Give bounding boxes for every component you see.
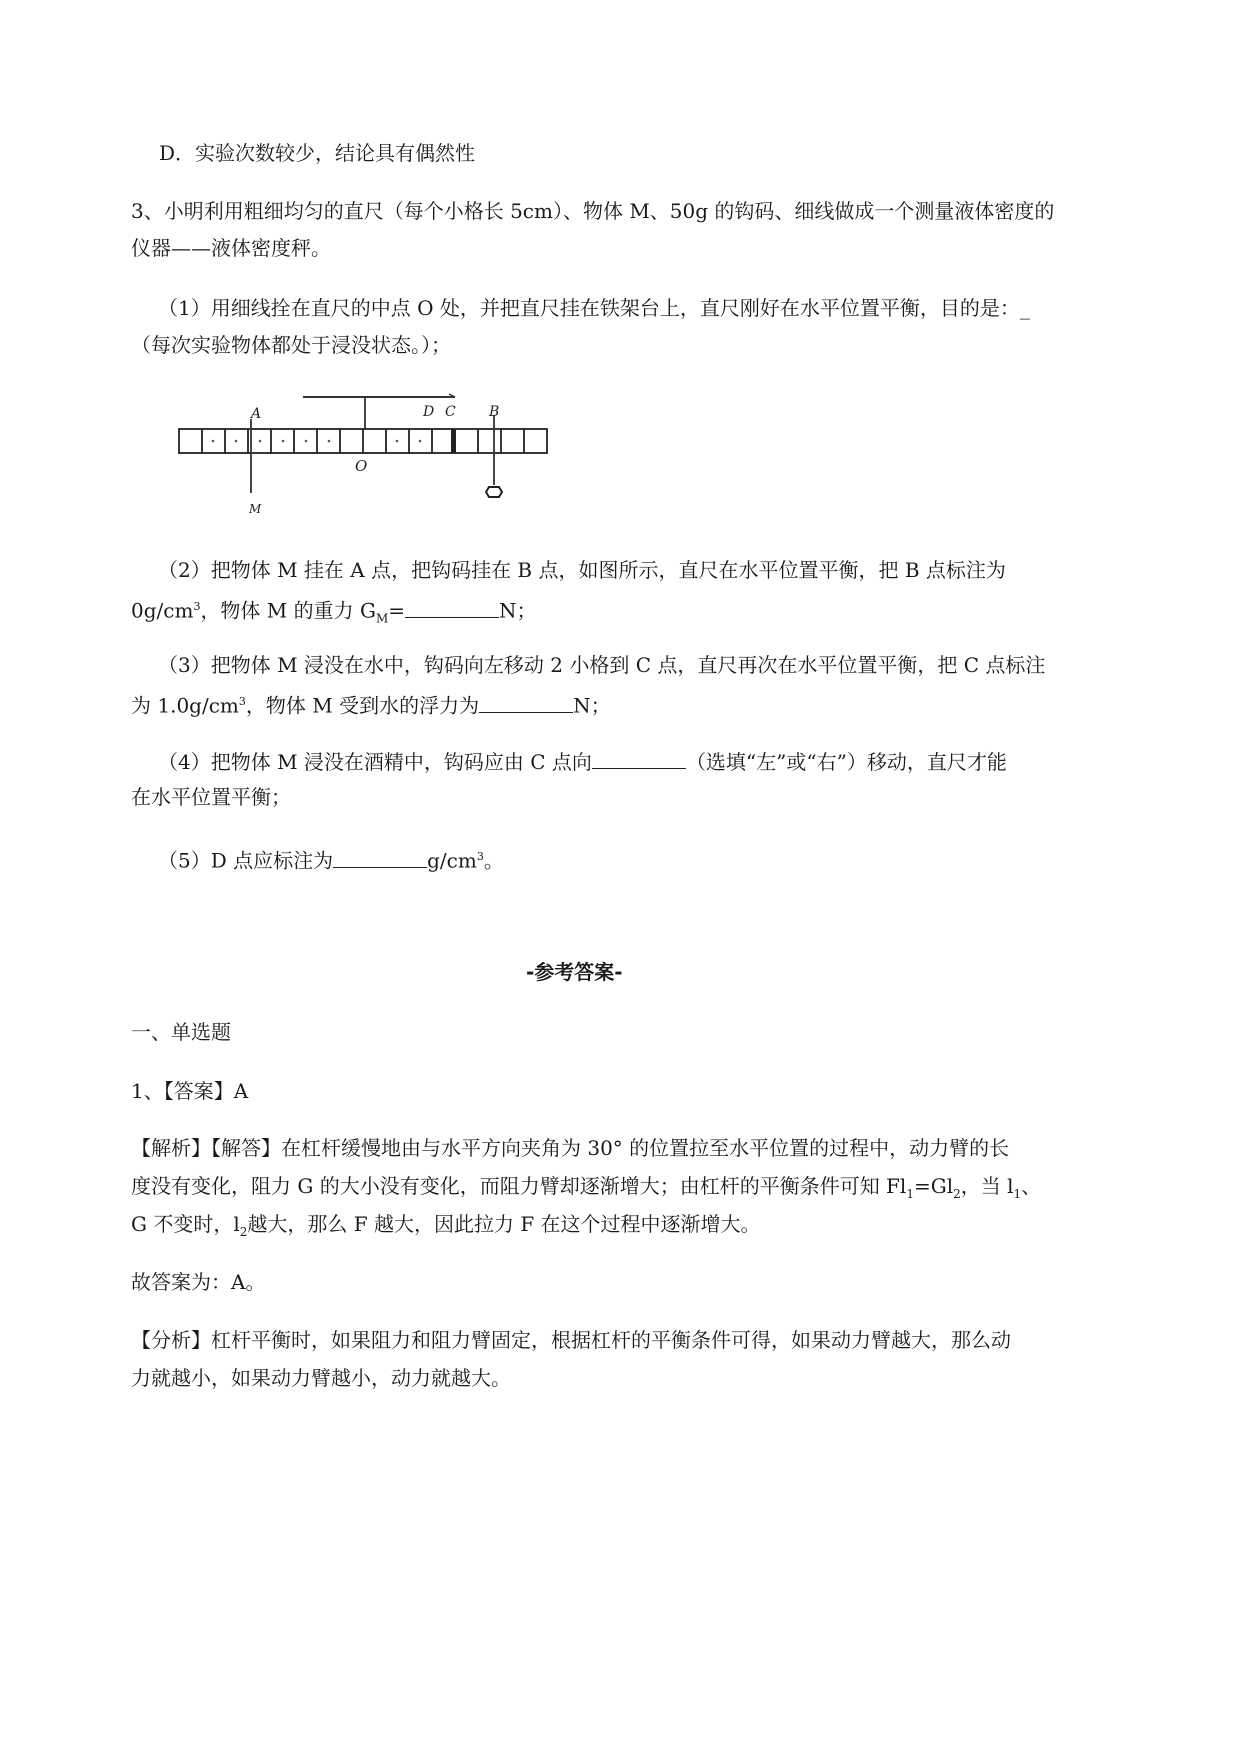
analysis-line3 xyxy=(131,1212,761,1244)
part-2-line1: （2）把物体 M 挂在 A 点，把钩码挂在 B 点，如图所示，直尺在水平位置平衡，把 B 点标注为 xyxy=(158,558,1006,582)
answer-blank-gravity[interactable] xyxy=(405,597,499,618)
section-heading-single-choice: 一、单选题 xyxy=(131,1020,231,1044)
part-4-hint: （选填“左”或“右”）移动，直尺才能 xyxy=(685,750,1007,774)
unit-newton: N； xyxy=(499,598,537,623)
question-3-stem-line1: 3、小明利用粗细均匀的直尺（每个小格长 5cm）、物体 M、50g 的钩码、细线做成一个测量液体密度的 xyxy=(131,199,1055,223)
reasoning-line2: 力就越小，如果动力臂越小，动力就越大。 xyxy=(131,1366,511,1390)
answer-blank-density-d[interactable] xyxy=(333,847,427,868)
analysis-text: G 不变时，l xyxy=(131,1212,240,1236)
unit-newton: N； xyxy=(573,693,611,718)
analysis-text: 、 xyxy=(1021,1174,1042,1198)
label-B: B xyxy=(489,404,500,420)
part-3-line2 xyxy=(131,690,611,718)
unit-g-per-cm: g/cm xyxy=(427,848,477,873)
subscript: 2 xyxy=(239,1225,248,1239)
part-5-text: （5）D 点应标注为 xyxy=(158,848,334,873)
analysis-text: =Gl xyxy=(913,1174,954,1198)
answer-blank-direction[interactable] xyxy=(592,748,686,769)
equals: = xyxy=(388,598,406,623)
analysis-text: ，当 l xyxy=(960,1174,1014,1198)
analysis-line1: 【解析】【解答】在杠杆缓慢地由与水平方向夹角为 30° 的位置拉至水平位置的过程中，动力臂的长 xyxy=(131,1136,1010,1160)
unit-g-per-cm: 0g/cm xyxy=(131,598,194,623)
label-C: C xyxy=(445,404,456,420)
part-4-line1 xyxy=(158,748,1007,774)
part-1-line2: （每次实验物体都处于浸没状态。）； xyxy=(131,333,451,357)
part-2-line2 xyxy=(131,595,537,631)
ruler-balance-figure xyxy=(165,385,585,525)
question-3-stem-line2: 仪器——液体密度秤。 xyxy=(131,236,331,260)
answer-blank-buoyancy[interactable] xyxy=(479,692,573,713)
buoyancy-text: ，物体 M 受到水的浮力为 xyxy=(245,693,480,718)
reasoning-line1: 【分析】杠杆平衡时，如果阻力和阻力臂固定，根据杠杆的平衡条件可得，如果动力臂越大，那么动 xyxy=(131,1328,1011,1352)
answer-section-title: -参考答案- xyxy=(526,960,623,984)
analysis-text: 越大，那么 F 越大，因此拉力 F 在这个过程中逐渐增大。 xyxy=(247,1212,761,1236)
part-4-text: （4）把物体 M 浸没在酒精中，钩码应由 C 点向 xyxy=(158,750,592,774)
subscript: 1 xyxy=(906,1187,914,1201)
superscript: 3 xyxy=(193,600,201,613)
label-A: A xyxy=(251,406,262,422)
superscript: 3 xyxy=(238,695,246,708)
label-M: M xyxy=(249,502,262,516)
gravity-text: ，物体 M 的重力 G xyxy=(200,598,376,623)
part-4-line2: 在水平位置平衡； xyxy=(131,785,291,809)
period: 。 xyxy=(483,848,504,873)
subscript: 2 xyxy=(953,1187,961,1201)
label-D: D xyxy=(423,404,435,420)
label-O: O xyxy=(355,457,368,475)
final-answer: 故答案为：A。 xyxy=(131,1270,266,1294)
analysis-line2 xyxy=(131,1174,1041,1206)
part-5-line1 xyxy=(158,845,504,873)
answer-1: 1、【答案】A xyxy=(131,1079,249,1103)
analysis-text: 度没有变化，阻力 G 的大小没有变化，而阻力臂却逐渐增大；由杠杆的平衡条件可知 Fl xyxy=(131,1174,907,1198)
superscript: 3 xyxy=(476,850,484,863)
part-3-line1: （3）把物体 M 浸没在水中，钩码向左移动 2 小格到 C 点，直尺再次在水平位置平衡，把 C 点标注 xyxy=(158,653,1046,677)
density-text: 为 1.0g/cm xyxy=(131,693,239,718)
subscript: 1 xyxy=(1013,1187,1022,1201)
part-1-line1: （1）用细线拴在直尺的中点 O 处，并把直尺挂在铁架台上，直尺刚好在水平位置平衡，目的是：_ xyxy=(158,296,1030,320)
subscript: M xyxy=(375,611,389,626)
option-d: D．实验次数较少，结论具有偶然性 xyxy=(159,141,476,165)
